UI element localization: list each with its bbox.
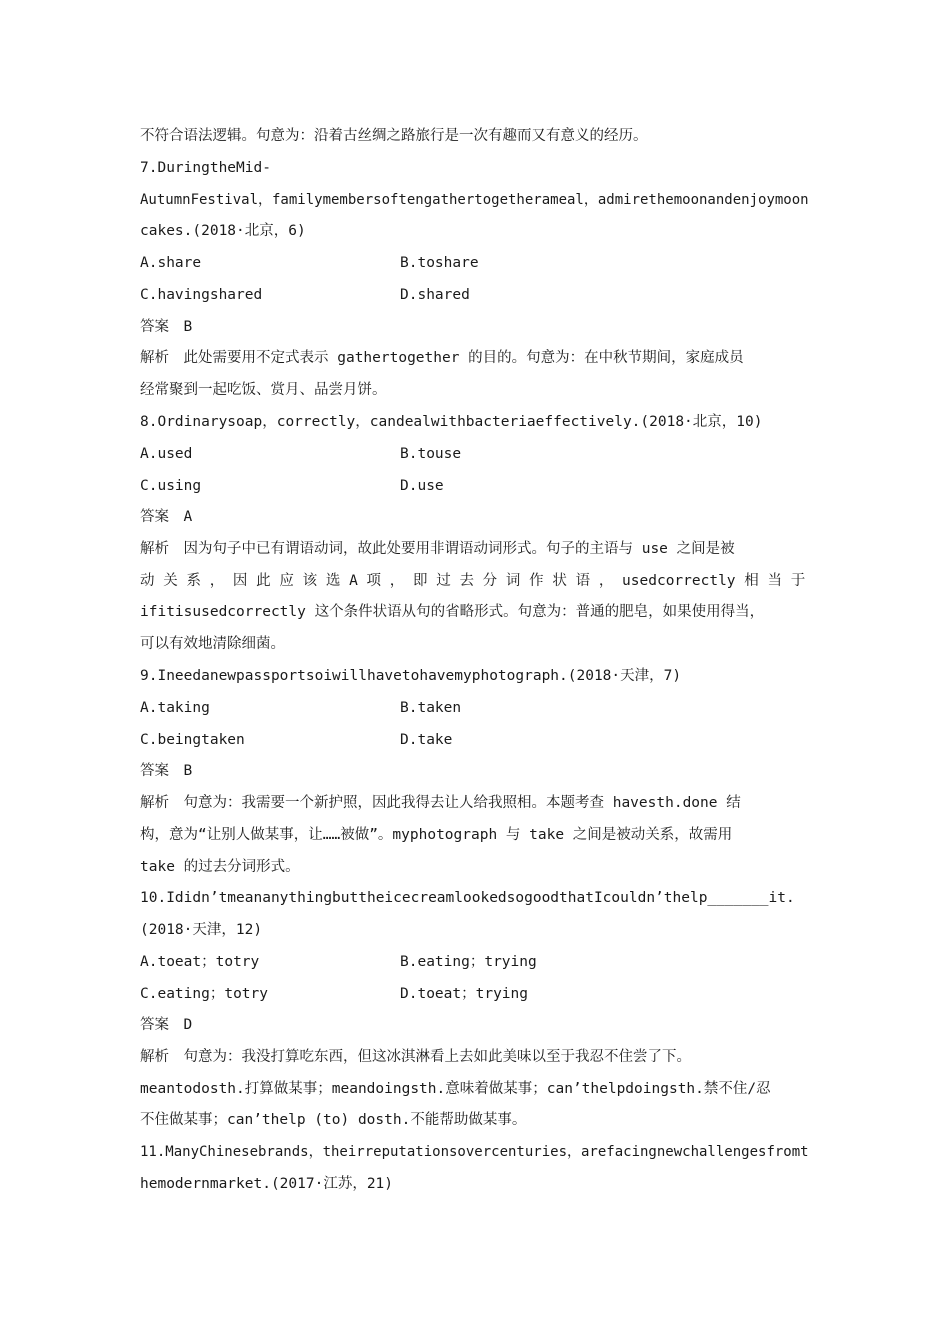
q9-explanation-line1: 解析 句意为：我需要一个新护照，因此我得去让人给我照相。本题考查 havesth.done 结 <box>140 795 741 811</box>
q9-option-d: D.take <box>400 732 453 748</box>
q9-explanation-line2: 构，意为“让别人做某事，让……被做”。myphotograph 与 take 之间是被动关系，故需用 <box>140 827 733 843</box>
q10-explanation-line3: 不住做某事；can’thelp (to) dosth.不能帮助做某事。 <box>140 1112 527 1128</box>
q10-stem-line1: 10.Ididn’tmeananythingbuttheicecreamlookedsogoodthatIcouldn’thelp_______it. <box>140 890 795 906</box>
q10-option-b: B.eating；trying <box>400 954 537 970</box>
q8-option-c: C.using <box>140 478 202 494</box>
q7-stem-line1: 7.DuringtheMid- <box>140 160 271 176</box>
q9-option-b: B.taken <box>400 700 462 716</box>
q9-option-c: C.beingtaken <box>140 732 245 748</box>
q9-answer: 答案 B <box>140 763 193 779</box>
q11-stem-line1: 11.ManyChinesebrands，theirreputationsovercenturies，arefacingnewchallengesfromt <box>140 1144 809 1160</box>
q7-option-d: D.shared <box>400 287 470 303</box>
q8-explanation-line2: 动 关 系 ， 因 此 应 该 选 A 项 ， 即 过 去 分 词 作 状 语 ， usedcorrectly 相 当 于 <box>140 573 806 589</box>
q8-option-d: D.use <box>400 478 444 494</box>
q7-option-c: C.havingshared <box>140 287 263 303</box>
prev-explanation-end: 不符合语法逻辑。句意为：沿着古丝绸之路旅行是一次有趣而又有意义的经历。 <box>140 128 648 144</box>
q10-stem-line2: (2018·天津，12) <box>140 922 263 938</box>
q10-answer: 答案 D <box>140 1017 193 1033</box>
q10-option-c: C.eating；totry <box>140 986 268 1002</box>
q7-answer: 答案 B <box>140 319 193 335</box>
q7-explanation-line1: 解析 此处需要用不定式表示 gathertogether 的目的。句意为：在中秋节期间，家庭成员 <box>140 350 744 366</box>
q8-stem-line1: 8.Ordinarysoap，correctly，candealwithbacteriaeffectively.(2018·北京，10) <box>140 414 763 430</box>
q7-stem-line3: cakes.(2018·北京，6) <box>140 223 306 239</box>
q7-option-a: A.share <box>140 255 202 271</box>
q9-option-a: A.taking <box>140 700 210 716</box>
q8-explanation-line3: ifitisusedcorrectly 这个条件状语从句的省略形式。句意为：普通的肥皂，如果使用得当， <box>140 604 765 620</box>
q8-option-b: B.touse <box>400 446 462 462</box>
q7-option-b: B.toshare <box>400 255 479 271</box>
q10-option-d: D.toeat；trying <box>400 986 528 1002</box>
q8-option-a: A.used <box>140 446 193 462</box>
q8-explanation-line1: 解析 因为句子中已有谓语动词，故此处要用非谓语动词形式。句子的主语与 use 之间是被 <box>140 541 735 557</box>
q8-answer: 答案 A <box>140 509 193 525</box>
q9-stem-line1: 9.Ineedanewpassportsoiwillhavetohavemyphotograph.(2018·天津，7) <box>140 668 682 684</box>
q9-explanation-line3: take 的过去分词形式。 <box>140 859 300 875</box>
q7-stem-line2: AutumnFestival，familymembersoftengathertogetherameal，admirethemoonandenjoymoon <box>140 192 809 208</box>
q10-option-a: A.toeat；totry <box>140 954 260 970</box>
q11-stem-line2: hemodernmarket.(2017·江苏，21) <box>140 1176 394 1192</box>
q8-explanation-line4: 可以有效地清除细菌。 <box>140 636 285 652</box>
q10-explanation-line2: meantodosth.打算做某事；meandoingsth.意味着做某事；can’thelpdoingsth.禁不住/忍 <box>140 1081 771 1097</box>
q7-explanation-line2: 经常聚到一起吃饭、赏月、品尝月饼。 <box>140 382 387 398</box>
q10-explanation-line1: 解析 句意为：我没打算吃东西，但这冰淇淋看上去如此美味以至于我忍不住尝了下。 <box>140 1049 691 1065</box>
